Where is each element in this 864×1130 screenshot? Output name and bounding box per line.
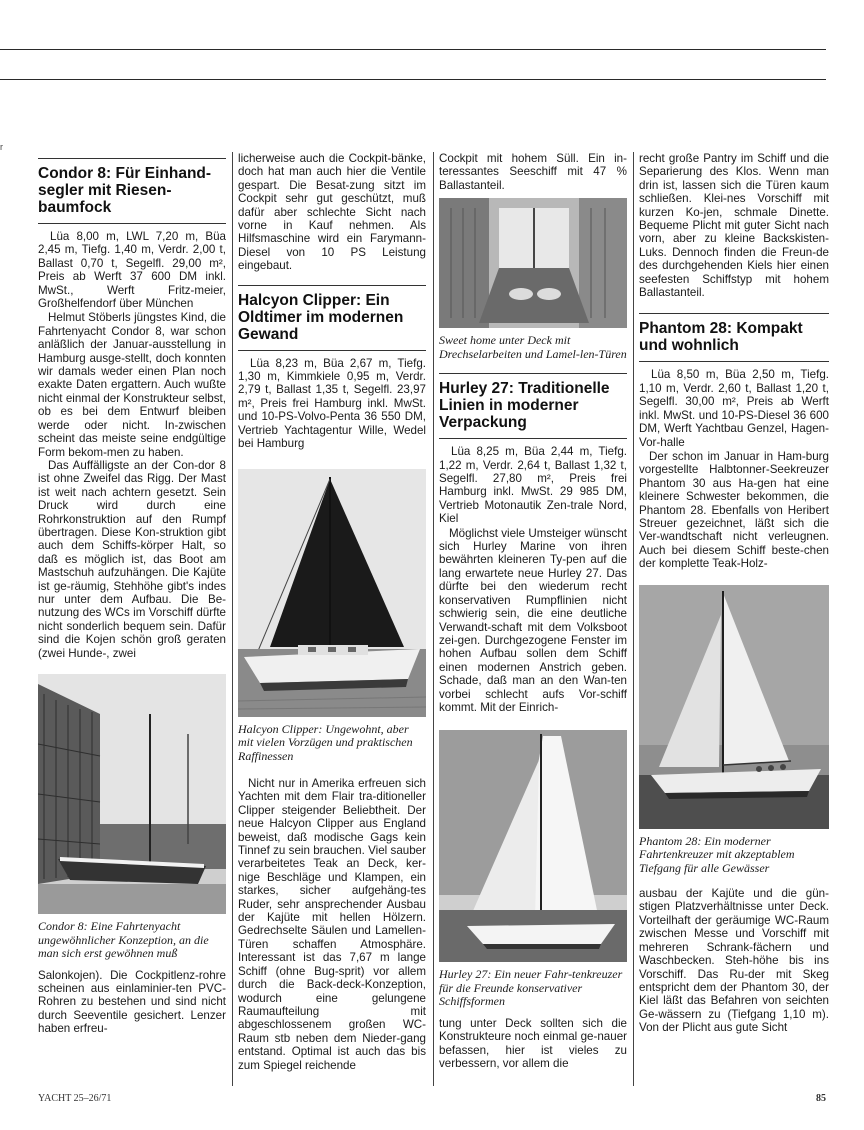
photo-halcyon-clipper xyxy=(238,469,426,717)
article-title-phantom: Phantom 28: Kompakt und wohnlich xyxy=(639,320,803,355)
condor-photo-illustration xyxy=(38,674,226,914)
article-title-halcyon: Halcyon Clipper: Ein Oldtimer im modernen Gewand xyxy=(238,291,404,343)
body-paragraph: Das Auffälligste an der Con-dor 8 ist ohne Zweifel das Rigg. Der Mast ist weit nach achtern gesetzt. Sein Druck wird durch eine Rohrkonstruktion auf den Rumpf übertragen. Diese Kon-struktion gibt auch dem Schiffs-körper Halt, so daß es möglich ist, das Boot am Mastschuh aufzuhängen. Die Kajüte ist ge-räumig, Stehhöhe gibt's indes nur unter dem Aufbau. Die Be-nutzung des WCs im Vorschiff dürfte nicht sonderlich bequem sein. Dafür sind die Kojen schön groß geraten (zwei Hunde-, zwei xyxy=(38,458,226,660)
body-paragraph: ausbau der Kajüte und die gün-stigen Platzverhältnisse unter Deck. Vorteilhaft der geräumige WC-Raum zwischen Messe und Vorschiff mit mehreren Schrank-fächern und Waschbecken. Steh-höhe bis ins Vorschiff. Das Ru-der mit Skeg entspricht dem der Phantom 30, der Kiel läßt das Befahren von seichten Ge-wässern zu (Tiefgang 1,10 m). Von der Plicht aus gute Sicht xyxy=(639,887,829,1035)
column-rule-3 xyxy=(633,152,634,1086)
column-4 xyxy=(639,152,829,1035)
photo-halcyon-interior xyxy=(439,198,627,328)
column-rule-2 xyxy=(433,152,434,1086)
interior-photo-illustration xyxy=(439,198,627,328)
body-paragraph: Der schon im Januar in Ham-burg vorgestellte Halbtonner-Seekreuzer Phantom 30 aus Ha-gen hat eine kleinere Schwester bekommen, die Phantom 28. Ebenfalls von Heribert Streuer gezeichnet, läßt sich die Ver-wandtschaft nicht verleugnen. Auch bei diesem Schiff beste-chen der komplette Teak-Holz- xyxy=(639,449,829,571)
body-paragraph: licherweise auch die Cockpit-bänke, doch hat man auch hier die Ventile gespart. Die Besat-zung sitzt im Cockpit sehr gut geschützt, muß dafür aber schlechte Sicht nach vorne in Kauf nehmen. Als Hilfsmaschine wird ein Farymann-Diesel von 10 PS Leistung eingebaut. xyxy=(238,152,426,273)
footer-page-number: 85 xyxy=(816,1093,826,1104)
photo-caption-phantom: Phantom 28: Ein moderner Fahrtenkreuzer mit akzeptablem Tiefgang für alle Gewässer xyxy=(639,833,795,875)
body-paragraph: Salonkojen). Die Cockpitlenz-rohre scheinen aus einlaminier-ten PVC-Rohren zu bestehen und sind nicht durch Seeventile gesichert. Lenzer haben erfreu- xyxy=(38,968,226,1036)
footer-magazine-issue: YACHT 25–26/71 xyxy=(38,1093,112,1104)
phantom-photo-illustration xyxy=(639,585,829,829)
section-rule xyxy=(639,361,829,362)
specs-condor: Lüa 8,00 m, LWL 7,20 m, Büa 2,45 m, Tiefg. 1,40 m, Verdr. 2,00 t, Ballast 0,70 t, Segelfl. 29,00 m², Preis ab Werft 37 600 DM inkl. MwSt., Werft Fritz-meier, Großhelfendorf über München xyxy=(38,230,226,311)
margin-mark: r xyxy=(0,142,3,152)
photo-caption-condor: Condor 8: Eine Fahrtenyacht ungewöhnlicher Konzeption, an die man sich erst gewöhnen muß xyxy=(38,919,209,960)
section-rule xyxy=(38,223,226,224)
photo-condor-8 xyxy=(38,674,226,914)
body-paragraph: Möglichst viele Umsteiger wünscht sich Hurley Marine von ihren bewährten kleineren Ty-pen auf die lang erwartete neue Hurley 27. Das dürfte bei den wiederum recht konservativen Rumpflinien nicht schwierig sein, die eine deutliche Verwandt-schaft mit dem Volksboot zei-gen. Durchgezogene Fenster im hohen Aufbau sollen dem Schiff einen modernen Anstrich geben. Schade, daß man an den Wan-ten vorbei schlecht aufs Vor-schiff kommt. Mit der Einrich- xyxy=(439,526,627,714)
article-title-condor: Condor 8: Für Einhand-segler mit Riesen-baumfock xyxy=(38,165,212,216)
column-1 xyxy=(38,152,226,1036)
photo-caption-hurley: Hurley 27: Ein neuer Fahr-tenkreuzer für die Freunde konservativer Schiffsformen xyxy=(439,967,623,1009)
specs-hurley: Lüa 8,25 m, Büa 2,44 m, Tiefg. 1,22 m, Verdr. 2,64 t, Ballast 1,32 t, Segelfl. 27,80 m², Preis frei Hamburg inkl. MwSt. 29 985 DM, Vertrieb Motonautik Zen-trale Nord, Kiel xyxy=(439,445,627,526)
article-title-hurley: Hurley 27: Traditionelle Linien in moderner Verpackung xyxy=(439,380,610,432)
section-rule xyxy=(439,373,627,374)
halcyon-photo-illustration xyxy=(238,469,426,717)
header-rule-top xyxy=(0,49,826,50)
body-paragraph: Cockpit mit hohem Süll. Ein in-teressantes Seeschiff mit 47 % Ballastanteil. xyxy=(439,152,627,192)
specs-halcyon: Lüa 8,23 m, Büa 2,67 m, Tiefg. 1,30 m, Kimmkiele 0,95 m, Verdr. 2,79 t, Ballast 1,35 t, Segelfl. 23,97 m², Preis frei Hamburg inkl. MwSt. und 10-PS-Volvo-Penta 36 550 DM, Vertrieb Yachtagentur Wille, Wedel bei Hamburg xyxy=(238,356,426,451)
photo-caption-interior: Sweet home unter Deck mit Drechselarbeiten und Lamel-len-Türen xyxy=(439,333,627,361)
column-3 xyxy=(439,152,627,1070)
hurley-photo-illustration xyxy=(439,730,627,962)
section-rule xyxy=(639,313,829,314)
photo-phantom-28 xyxy=(639,585,829,829)
column-rule-1 xyxy=(232,152,233,1086)
section-rule xyxy=(439,438,627,439)
body-paragraph: recht große Pantry im Schiff und die Separierung des Klos. Wenn man drin ist, lassen sich die Türen kaum schließen. Klei-nes Vorschiff mit kurzen Ko-jen, schmale Dinette. Bequeme Plicht mit guter Sicht nach vorn, aber zu kleine Backskisten-Luks. Dennoch finden die Freun-de des durchgehenden Kiels hier einen seefesten Schiffstyp mit hohem Ballastanteil. xyxy=(639,152,829,300)
body-paragraph: tung unter Deck sollten sich die Konstrukteure noch einmal ge-nauer befassen, hier ist vieles zu verbessern, vor allem die xyxy=(439,1016,627,1071)
section-rule xyxy=(38,158,226,159)
photo-caption-halcyon: Halcyon Clipper: Ungewohnt, aber mit vielen Vorzügen und praktischen Raffinessen xyxy=(238,721,413,763)
body-paragraph: Helmut Stöberls jüngstes Kind, die Fahrtenyacht Condor 8, war schon anläßlich der Januar-ausstellung in Hamburg ausge-stellt, doch konnten wir damals weder einen Plan noch exakte Daten ergattern. Auch wußte nicht einmal der Konstrukteur selbst, ob es bei dem Entwurf bleiben werde oder nicht. In-zwischen scheint das meiste seine endgültige Form bekom-men zu haben. xyxy=(38,311,226,459)
photo-hurley-27 xyxy=(439,730,627,962)
specs-phantom: Lüa 8,50 m, Büa 2,50 m, Tiefg. 1,10 m, Verdr. 2,60 t, Ballast 1,20 t, Segelfl. 30,00 m², Preis ab Werft inkl. MwSt. und 10-PS-Diesel 36 600 DM, Werft Yachtbau Genzel, Hagen-Vor-halle xyxy=(639,368,829,449)
section-rule xyxy=(238,285,426,286)
body-paragraph: Nicht nur in Amerika erfreuen sich Yachten mit dem Flair tra-ditioneller Clipper steigender Beliebtheit. Der neue Halcyon Clipper aus England beweist, daß modische Gags kein Tinnef zu sein brauchen. Viel sauber verarbeitetes Teak an Deck, ker-nige Beschläge und Klampen, ein starkes, sicher aufgehäng-tes Ruder, sehr ansprechender Ausbau der Kajüte mit hellen Hölzern. Gedrechselte Säulen und Lamellen-Türen schaffen Atmosphäre. Interessant ist das 7,67 m lange Schiff (ohne Bug-sprit) vor allem durch die Back-deck-Konzeption, wodurch eine gelungene Raumaufteilung mit abgeschlossenem großen WC-Raum stb neben dem Nieder-gang entstand. Optimal ist auch das bis zum Spiegel reichende xyxy=(238,777,426,1072)
section-rule xyxy=(238,350,426,351)
column-2 xyxy=(238,152,426,1072)
header-rule-bottom xyxy=(0,79,826,80)
